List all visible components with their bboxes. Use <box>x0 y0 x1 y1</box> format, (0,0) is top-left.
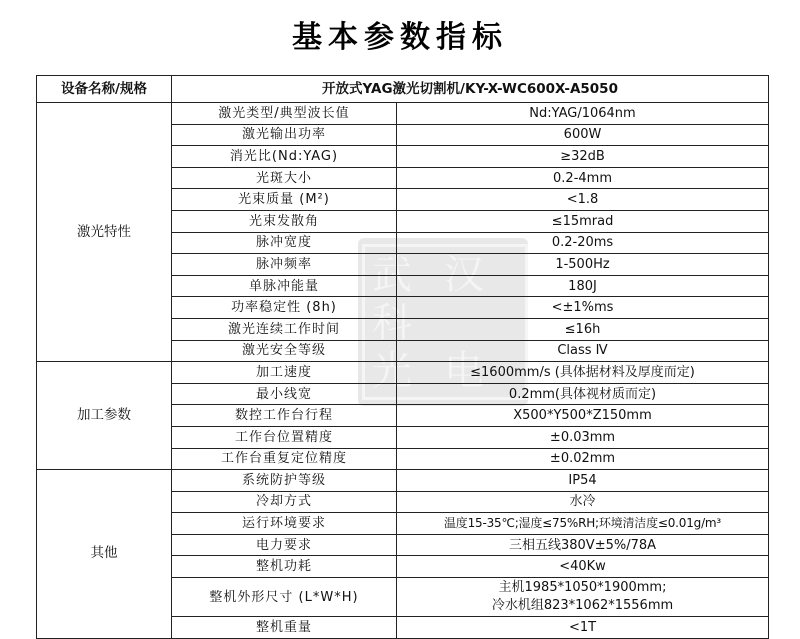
param-name: 整机功耗 <box>172 556 397 578</box>
category-other: 其他 <box>37 470 172 639</box>
watermark-char: 武 <box>372 252 420 298</box>
watermark-char: 汉 <box>444 252 492 298</box>
param-value: ≤15mrad <box>397 210 769 232</box>
param-value: <1T <box>397 617 769 639</box>
param-value: 0.2-4mm <box>397 167 769 189</box>
param-value: 600W <box>397 124 769 146</box>
header-label: 设备名称/规格 <box>37 76 172 103</box>
param-value: IP54 <box>397 470 769 492</box>
param-name: 系统防护等级 <box>172 470 397 492</box>
param-name: 冷却方式 <box>172 491 397 513</box>
param-value: 水冷 <box>397 491 769 513</box>
param-name: 工作台重复定位精度 <box>172 448 397 470</box>
param-name: 整机重量 <box>172 617 397 639</box>
param-name: 激光输出功率 <box>172 124 397 146</box>
param-name: 激光类型/典型波长值 <box>172 103 397 125</box>
param-value: 三相五线380V±5%/78A <box>397 534 769 556</box>
param-value: 180J <box>397 275 769 297</box>
param-value: 0.2mm(具体视材质而定) <box>397 383 769 405</box>
param-value: X500*Y500*Z150mm <box>397 405 769 427</box>
param-value: 1-500Hz <box>397 254 769 276</box>
param-value: 0.2-20ms <box>397 232 769 254</box>
param-name: 加工速度 <box>172 362 397 384</box>
category-processing: 加工参数 <box>37 362 172 470</box>
param-name: 激光安全等级 <box>172 340 397 362</box>
table-header-row <box>37 76 769 103</box>
param-name: 光束质量 (M²) <box>172 189 397 211</box>
watermark-char: 光 <box>372 348 420 394</box>
param-value-line: 主机1985*1050*1900mm; <box>498 580 667 596</box>
page-title: 基本参数指标 <box>292 20 508 55</box>
table-row <box>37 362 769 384</box>
param-value: 温度15-35℃;湿度≤75%RH;环境清洁度≤0.01g/m³ <box>397 513 769 535</box>
param-name: 整机外形尺寸 (L*W*H) <box>172 578 397 617</box>
param-name: 数控工作台行程 <box>172 405 397 427</box>
param-value-line: 冷水机组823*1062*1556mm <box>491 598 674 614</box>
table-row <box>37 103 769 125</box>
param-name: 消光比(Nd:YAG) <box>172 146 397 168</box>
param-value: ±0.03mm <box>397 426 769 448</box>
table-row <box>37 470 769 492</box>
category-laser: 激光特性 <box>37 103 172 362</box>
watermark-char: 电 <box>444 348 492 394</box>
param-value: ≤16h <box>397 318 769 340</box>
param-value: Class Ⅳ <box>397 340 769 362</box>
param-value: ≥32dB <box>397 146 769 168</box>
param-value: <±1%ms <box>397 297 769 319</box>
param-name: 脉冲频率 <box>172 254 397 276</box>
header-model: 开放式YAG激光切割机/KY-X-WC600X-A5050 <box>172 76 769 103</box>
param-value: Nd:YAG/1064nm <box>397 103 769 125</box>
watermark-char: 科 <box>372 300 420 346</box>
param-value: ≤1600mm/s (具体据材料及厚度而定) <box>397 362 769 384</box>
param-value: <1.8 <box>397 189 769 211</box>
param-name: 最小线宽 <box>172 383 397 405</box>
param-name: 光斑大小 <box>172 167 397 189</box>
param-name: 功率稳定性 (8h) <box>172 297 397 319</box>
param-name: 激光连续工作时间 <box>172 318 397 340</box>
param-value: ±0.02mm <box>397 448 769 470</box>
param-name: 电力要求 <box>172 534 397 556</box>
spec-table <box>36 75 769 639</box>
param-name: 脉冲宽度 <box>172 232 397 254</box>
param-name: 运行环境要求 <box>172 513 397 535</box>
param-name: 光束发散角 <box>172 210 397 232</box>
param-name: 单脉冲能量 <box>172 275 397 297</box>
param-name: 工作台位置精度 <box>172 426 397 448</box>
param-value: <40Kw <box>397 556 769 578</box>
param-value-multiline <box>397 578 769 617</box>
